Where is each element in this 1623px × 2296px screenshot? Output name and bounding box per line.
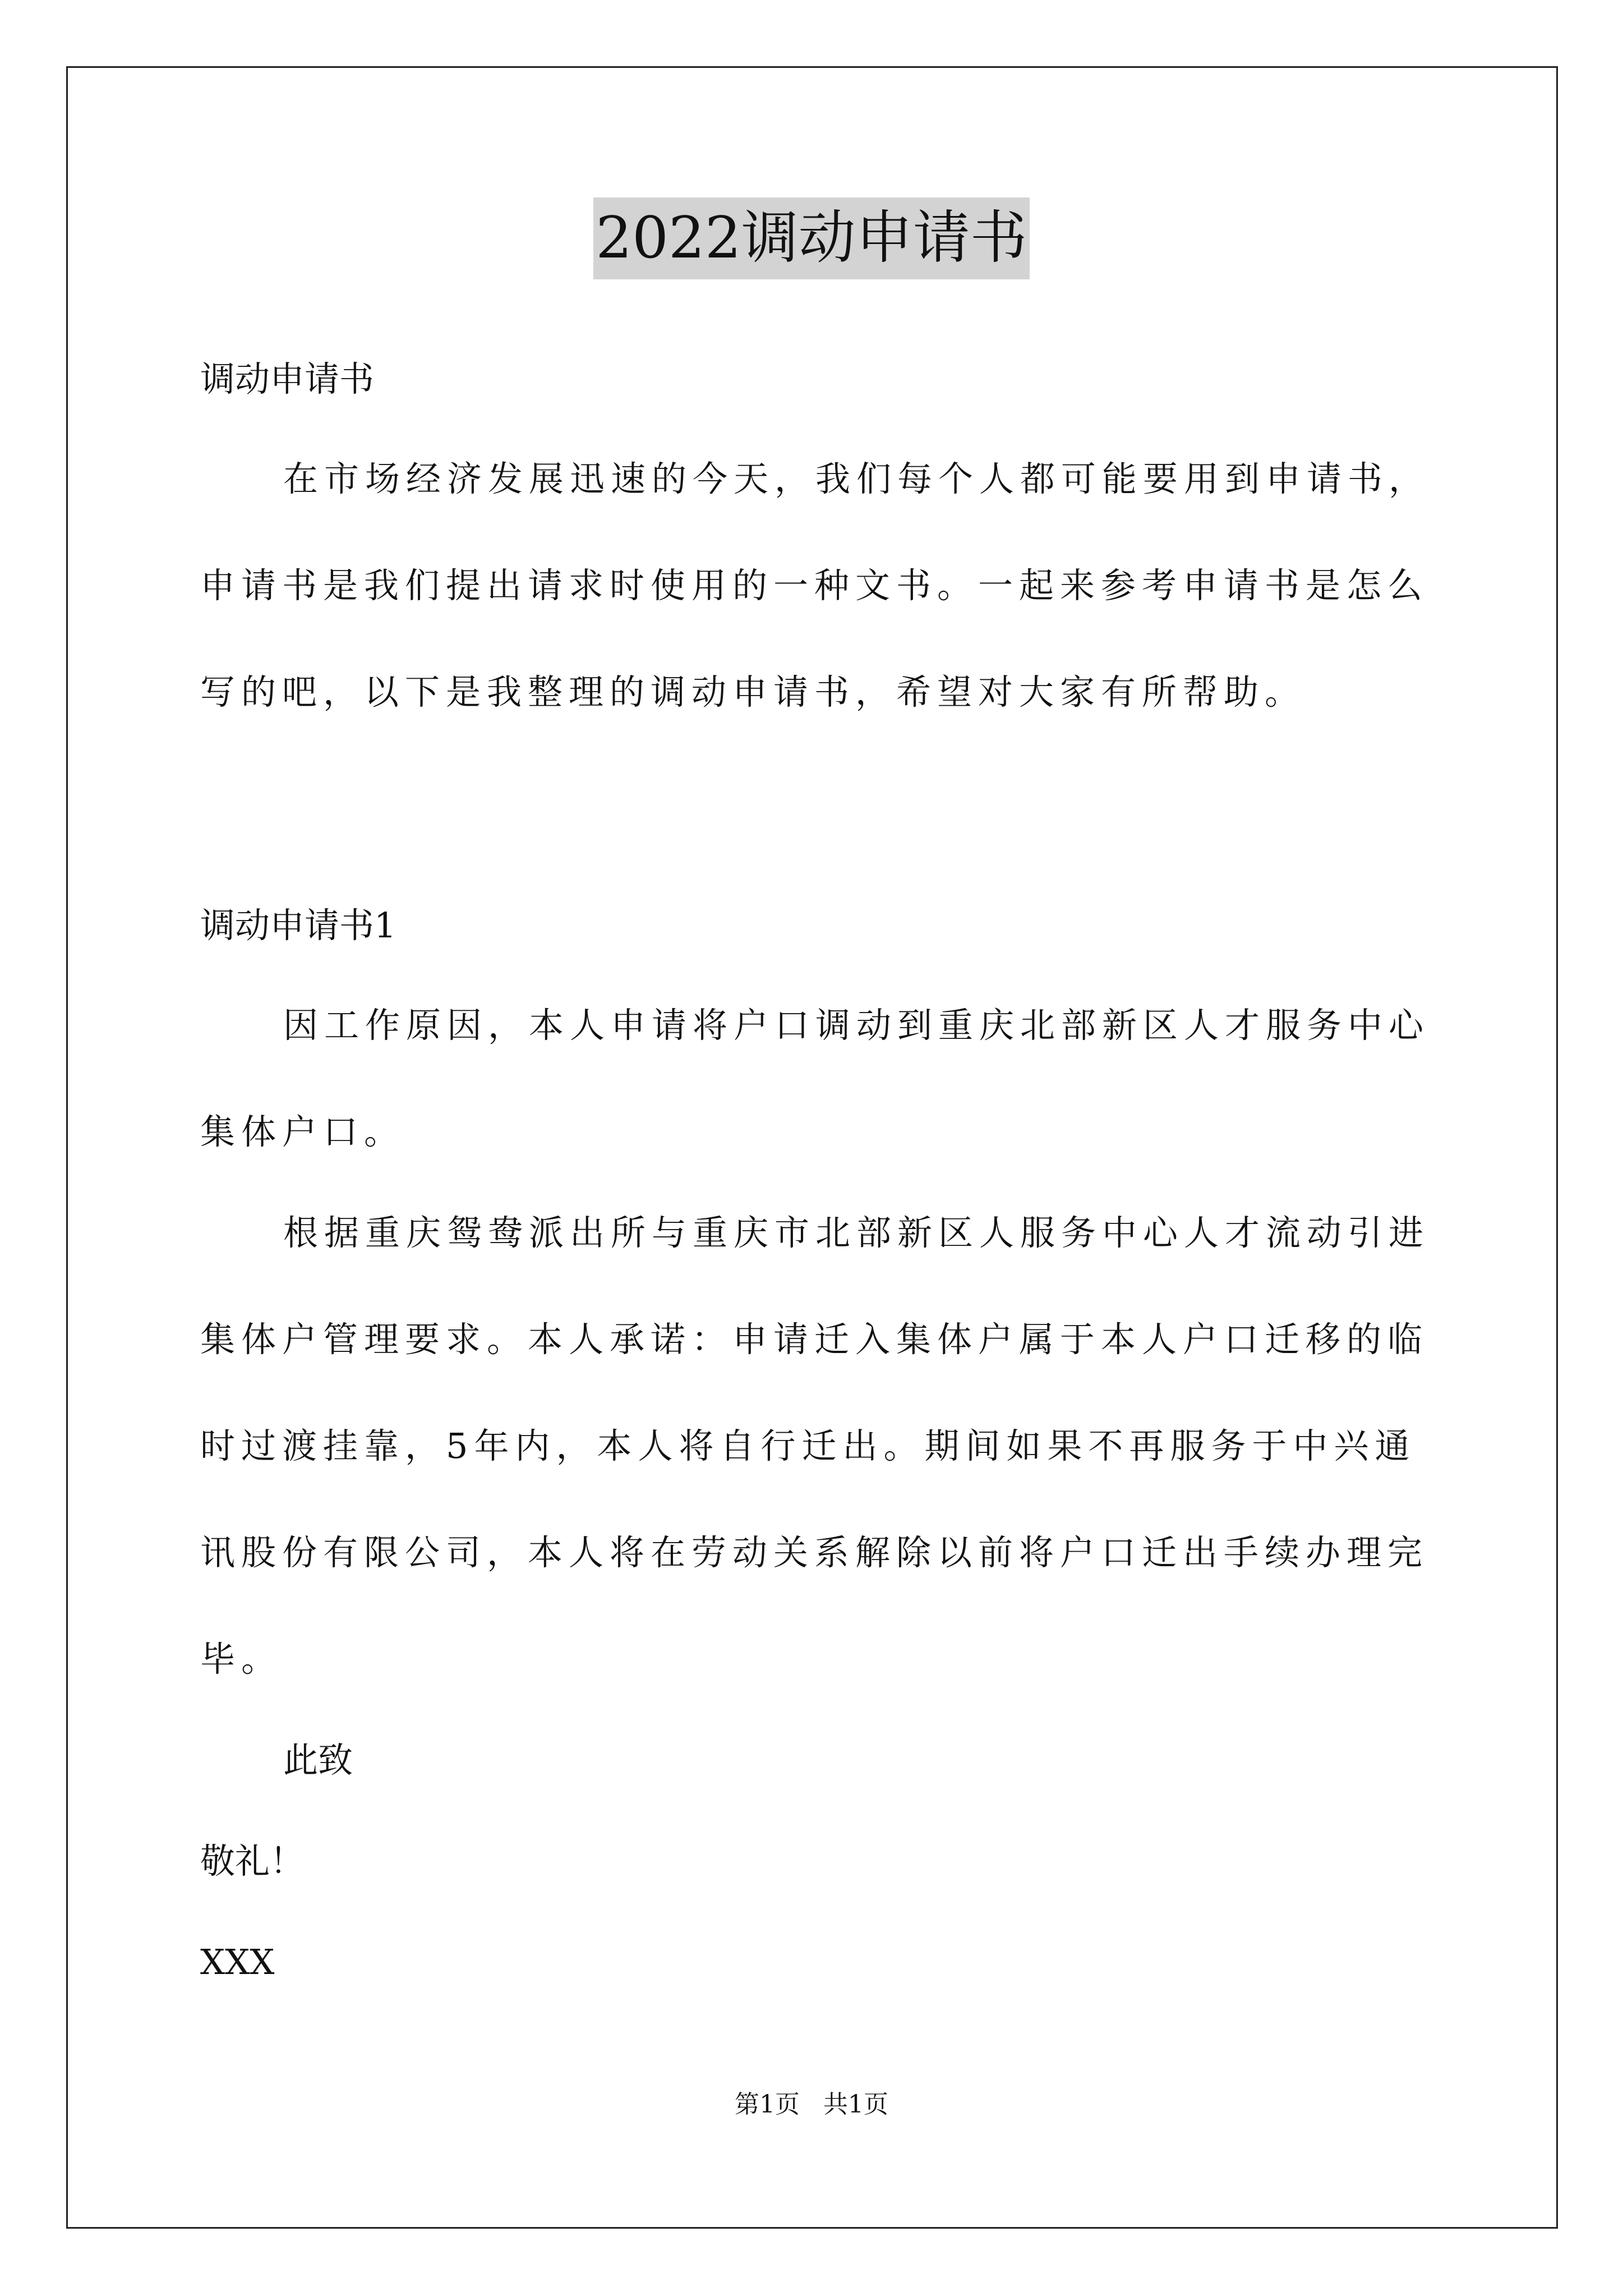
intro-line-1: 在市场经济发展迅速的今天，我们每个人都可能要用到申请书， (283, 458, 1430, 499)
page-footer (0, 2088, 1623, 2122)
closing-jing-li: 敬礼！ (200, 1841, 305, 1881)
intro-line-3: 写的吧，以下是我整理的调动申请书，希望对大家有所帮助。 (200, 671, 1306, 712)
page-current: 第1页 (735, 2090, 800, 2119)
closing-ci-zhi: 此致 (283, 1740, 353, 1780)
intro-line-2: 申请书是我们提出请求时使用的一种文书。一起来参考申请书是怎么 (200, 565, 1429, 606)
document-title: 2022调动申请书 (593, 197, 1030, 279)
para2-line-2: 集体户管理要求。本人承诺：申请迁入集体户属于本人户口迁移的临 (200, 1319, 1429, 1360)
section-heading: 调动申请书1 (200, 905, 396, 946)
para1-line-1: 因工作原因，本人申请将户口调动到重庆北部新区人才服务中心 (283, 1005, 1430, 1046)
para2-line-1: 根据重庆鸳鸯派出所与重庆市北部新区人服务中心人才流动引进 (283, 1212, 1430, 1253)
intro-heading: 调动申请书 (200, 358, 375, 399)
para2-line-5: 毕。 (200, 1639, 283, 1680)
title-container (0, 197, 1623, 279)
para1-line-2: 集体户口。 (200, 1111, 405, 1152)
para2-line-3: 时过渡挂靠，5年内，本人将自行迁出。期间如果不再服务于中兴通 (200, 1425, 1416, 1466)
page-total: 共1页 (823, 2090, 888, 2119)
signature: XXX (200, 1941, 275, 1982)
para2-line-4: 讯股份有限公司，本人将在劳动关系解除以前将户口迁出手续办理完 (200, 1532, 1429, 1573)
